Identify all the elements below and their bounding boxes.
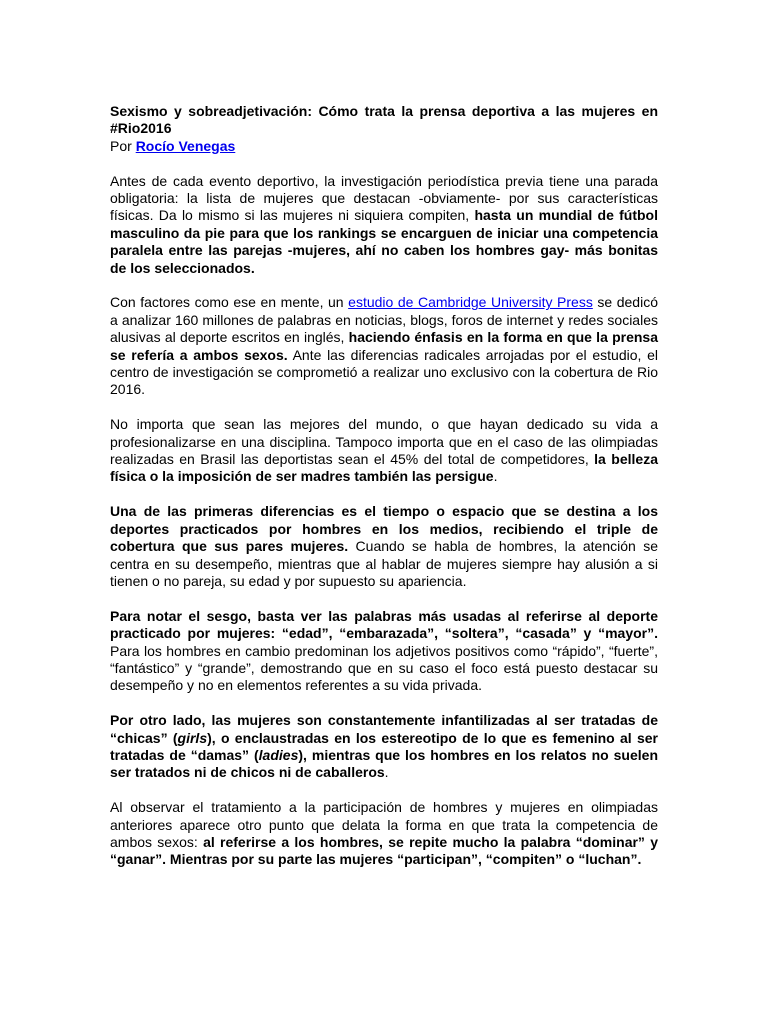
emphasis-run: hasta un mundial de fútbol masculino da pie para que los rankings se encarguen de iniciar una competencia paralela entre las parejas -mujeres, ahí no caben los hombres gay- más bonitas de los seleccionados.: [110, 207, 658, 276]
emphasis-run: ladies: [258, 746, 299, 763]
article-body: [110, 173, 658, 869]
emphasis-run: haciendo énfasis en la forma en que la prensa se refería a ambos sexos.: [110, 329, 659, 363]
text-run: Ante las diferencias radicales arrojadas por el estudio, el centro de investigación se comprometió a realizar uno exclusivo con la cobertura de Rio 2016.: [110, 346, 658, 398]
study-link[interactable]: estudio de Cambridge University Press: [348, 294, 593, 311]
byline-prefix: Por: [110, 137, 136, 154]
emphasis-run: ), mientras que los hombres en los relatos no suelen ser tratados ni de chicos ni de caballeros: [110, 746, 658, 781]
emphasis-run: girls: [177, 729, 208, 746]
paragraph-6: [110, 712, 658, 782]
text-run: No importa que sean las mejores del mundo, o que hayan dedicado su vida a profesionalizarse en una disciplina. Tampoco importa que en el caso de las olimpiadas realizadas en Brasil las deportistas sean el 45% del total de competidores,: [110, 416, 658, 468]
text-run: se dedicó a analizar 160 millones de palabras en noticias, blogs, foros de internet y redes sociales alusivas al deporte escritos en inglés,: [110, 294, 658, 346]
emphasis-run: Una de las primeras diferencias es el tiempo o espacio que se destina a los deportes practicados por hombres en los medios, recibiendo el triple de cobertura que sus pares mujeres.: [110, 503, 658, 555]
author-link[interactable]: Rocío Venegas: [135, 137, 236, 154]
text-run: Cuando se habla de hombres, la atención se centra en su desempeño, mientras que al hablar de mujeres siempre hay alusión a si tienen o no pareja, su edad y por supuesto su apariencia.: [110, 538, 659, 589]
text-run: Para los hombres en cambio predominan los adjetivos positivos como “rápido”, “fuerte”, “fantástico” y “grande”, demostrando que en su caso el foco está puesto destacar su desempeño y no en elementos referentes a su vida privada.: [110, 642, 658, 694]
byline: [110, 138, 658, 155]
text-run: Antes de cada evento deportivo, la investigación periodística previa tiene una parada obligatoria: la lista de mujeres que destacan -obviamente- por sus características físicas. Da lo mismo si las mujeres ni siquiera compiten,: [110, 172, 658, 224]
emphasis-run: Para notar el sesgo, basta ver las palabras más usadas al referirse al deporte practicado por mujeres: “edad”, “embarazada”, “soltera”, “casada” y “mayor”.: [110, 607, 658, 642]
emphasis-run: la belleza física o la imposición de ser madres también las persigue: [110, 451, 658, 485]
paragraph-5: [110, 608, 658, 695]
paragraph-3: [110, 416, 658, 486]
article: [110, 103, 658, 886]
text-run: Al observar el tratamiento a la participación de hombres y mujeres en olimpiadas anteriores aparece otro punto que delata la forma en que trata la competencia de ambos sexos:: [110, 799, 658, 850]
article-title: Sexismo y sobreadjetivación: Cómo trata la prensa deportiva a las mujeres en #Rio2016: [110, 103, 658, 137]
emphasis-run: ), o enclaustradas en los estereotipo de lo que es femenino al ser tratadas de “damas” (: [110, 729, 659, 763]
text-run: .: [493, 468, 498, 485]
paragraph-4: [110, 503, 658, 590]
paragraph-2: [110, 294, 658, 398]
paragraph-7: [110, 799, 658, 869]
emphasis-run: al referirse a los hombres, se repite mucho la palabra “dominar” y “ganar”. Mientras por su parte las mujeres “participan”, “compiten” o “luchan”.: [110, 833, 659, 868]
emphasis-run: Por otro lado, las mujeres son constantemente infantilizadas al ser tratadas de “chicas” (: [110, 712, 658, 746]
paragraph-1: [110, 173, 658, 277]
text-run: .: [384, 764, 389, 781]
text-run: Con factores como ese en mente, un: [110, 294, 349, 311]
